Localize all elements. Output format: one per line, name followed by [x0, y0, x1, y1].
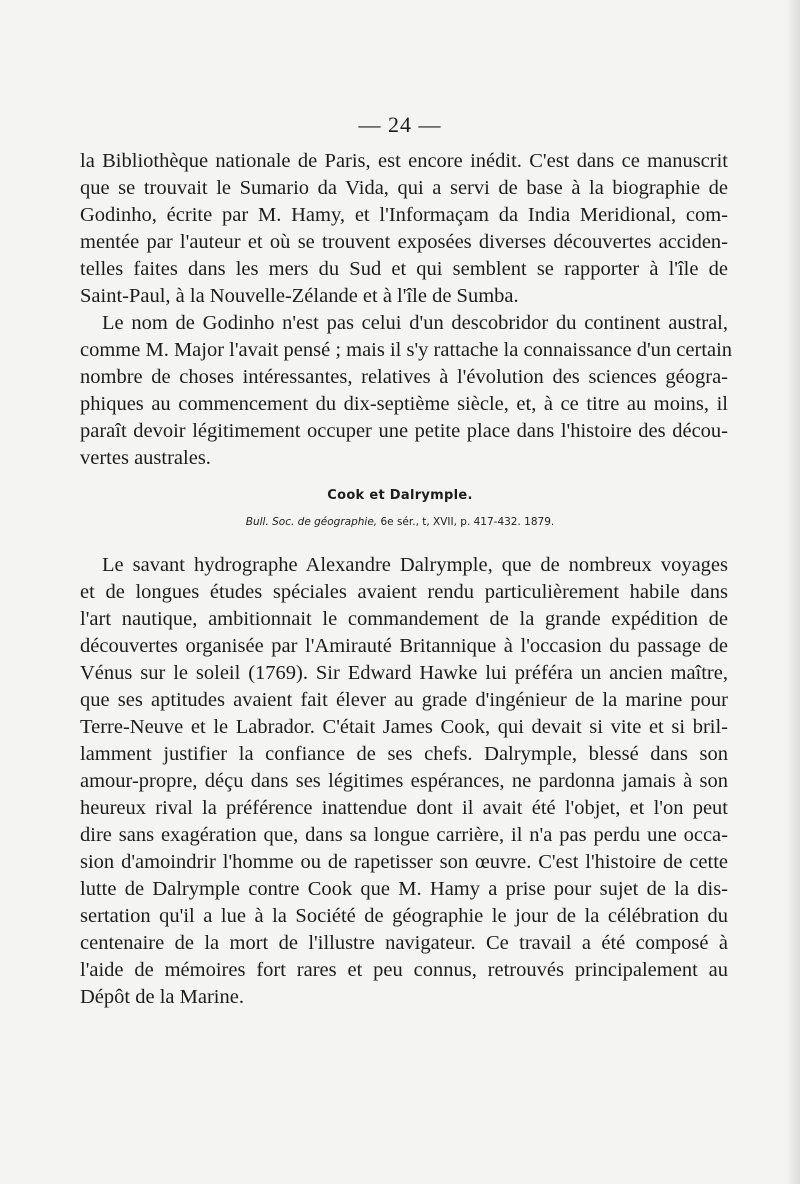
text-line: sion d'amoindrir l'homme ou de rapetisser son œuvre. C'est l'histoire de cette — [80, 851, 728, 873]
text-line: mentée par l'auteur et où se trouvent exposées diverses découvertes acciden- — [80, 231, 728, 253]
text-line: Le savant hydrographe Alexandre Dalrymple, que de nombreux voyages — [102, 554, 728, 576]
text-line: comme M. Major l'avait pensé ; mais il s'y rattache la connaissance d'un certain — [80, 339, 733, 361]
paragraph-1 — [80, 148, 728, 310]
text-line: sertation qu'il a lue à la Société de géographie le jour de la célébration du — [80, 905, 728, 927]
text-line: Terre-Neuve et le Labrador. C'était James Cook, qui devait si vite et si bril- — [80, 716, 728, 738]
paragraph-2 — [80, 310, 733, 472]
reference-journal: Bull. Soc. de géographie, — [245, 516, 378, 528]
text-line: dire sans exagération que, dans sa longue carrière, il n'a pas perdu une occa- — [80, 824, 728, 846]
text-line: amour-propre, déçu dans ses légitimes espérances, ne pardonna jamais à son — [80, 770, 728, 792]
text-line: l'aide de mémoires fort rares et peu connus, retrouvés principalement au — [80, 959, 728, 981]
text-line: Le nom de Godinho n'est pas celui d'un descobridor du continent austral, — [102, 312, 728, 334]
page-edge-shadow — [786, 0, 800, 1184]
page-number: — 24 — — [358, 112, 442, 137]
section-heading: Cook et Dalrymple. — [327, 488, 473, 503]
text-line: découvertes organisée par l'Amirauté Britannique à l'occasion du passage de — [80, 635, 728, 657]
text-line: lutte de Dalrymple contre Cook que M. Hamy a prise pour sujet de la dis- — [80, 878, 728, 900]
text-line: lamment justifier la confiance de ses chefs. Dalrymple, blessé dans son — [80, 743, 728, 765]
text-line: l'art nautique, ambitionnait le commandement de la grande expédition de — [80, 608, 728, 630]
text-line: Godinho, écrite par M. Hamy, et l'Informaçam da India Meridional, com- — [80, 204, 728, 226]
text-line: que se trouvait le Sumario da Vida, qui a servi de base à la biographie de — [80, 177, 728, 199]
paragraph-3 — [80, 552, 728, 1011]
bibliographic-reference — [0, 516, 800, 528]
text-line: telles faites dans les mers du Sud et qui semblent se rapporter à l'île de — [80, 258, 728, 280]
text-line: phiques au commencement du dix-septième siècle, et, à ce titre au moins, il — [80, 393, 728, 415]
text-line: centenaire de la mort de l'illustre navigateur. Ce travail a été composé à — [80, 932, 728, 954]
text-line: vertes australes. — [80, 447, 211, 469]
text-line: et de longues études spéciales avaient rendu particulièrement habile dans — [80, 581, 728, 603]
text-line: Vénus sur le soleil (1769). Sir Edward Hawke lui préféra un ancien maître, — [80, 662, 728, 684]
text-line: nombre de choses intéressantes, relatives à l'évolution des sciences géogra- — [80, 366, 728, 388]
text-line: heureux rival la préférence inattendue dont il avait été l'objet, et l'on peut — [80, 797, 728, 819]
text-line: Dépôt de la Marine. — [80, 986, 244, 1008]
text-line: que ses aptitudes avaient fait élever au grade d'ingénieur de la marine pour — [80, 689, 728, 711]
text-line: paraît devoir légitimement occuper une petite place dans l'histoire des décou- — [80, 420, 728, 442]
reference-details: 6e sér., t, XVII, p. 417-432. 1879. — [380, 516, 555, 528]
text-line: Saint-Paul, à la Nouvelle-Zélande et à l'île de Sumba. — [80, 285, 519, 307]
text-line: la Bibliothèque nationale de Paris, est encore inédit. C'est dans ce manuscrit — [80, 150, 728, 172]
